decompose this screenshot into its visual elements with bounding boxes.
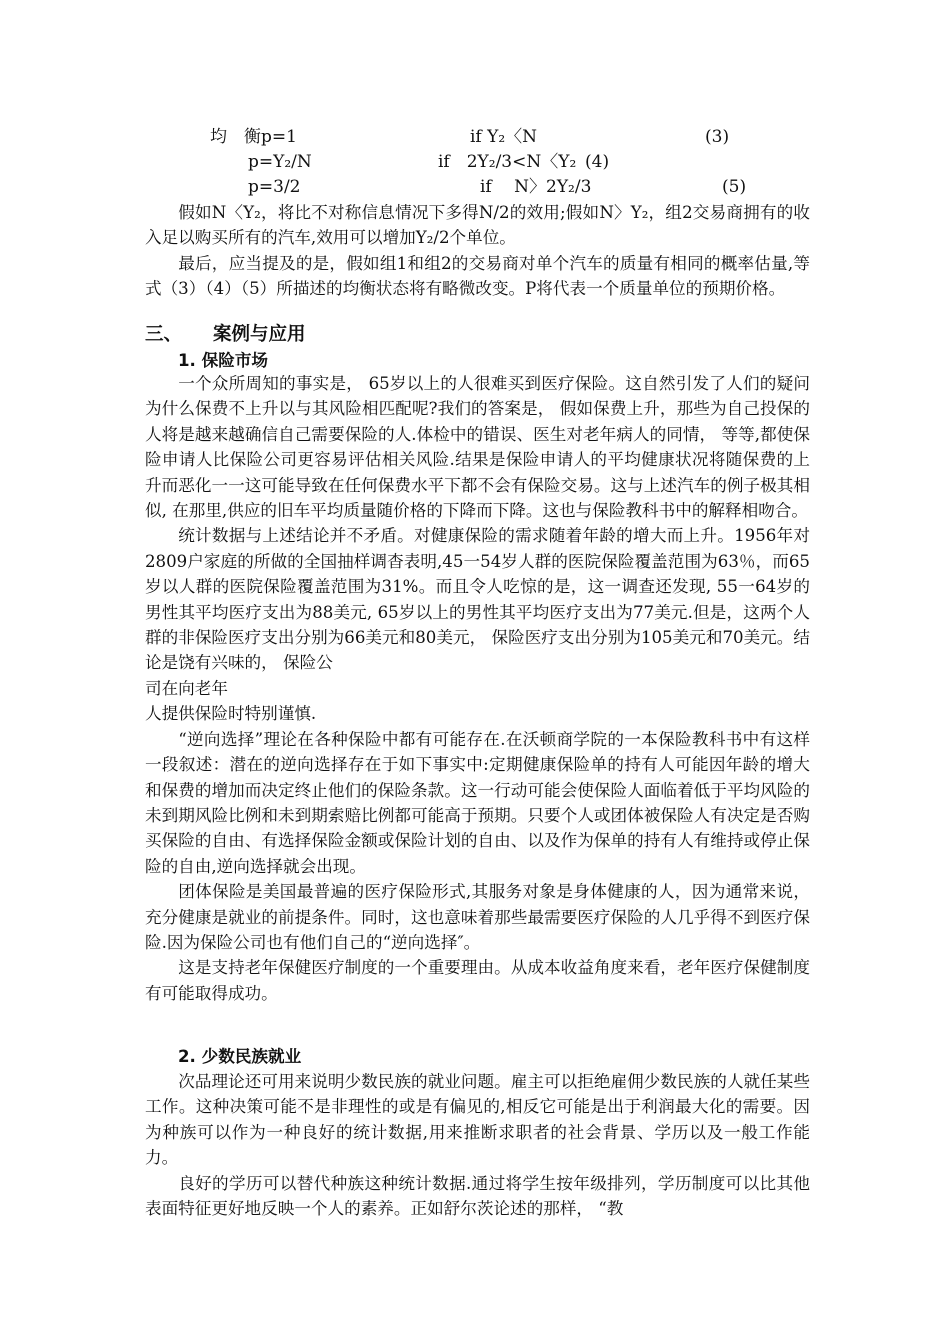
section-heading	[145, 323, 306, 347]
section-number: 三、	[145, 324, 183, 345]
paragraph-fragment: 人提供保险时特别谨慎.	[145, 704, 317, 724]
paragraph: 最后，应当提及的是，假如组1和组2的交易商对单个汽车的质量有相同的概率估量,等式（3）（4）（5）所描述的均衡状态将有略微改变。P将代表一个质量单位的预期价格。	[145, 253, 810, 299]
text-block-utility	[145, 200, 810, 302]
paragraph: 团体保险是美国最普遍的医疗保险形式,其服务对象是身体健康的人，因为通常来说，充分健康是就业的前提条件。同时，这也意味着那些最需要医疗保险的人几乎得不到医疗保险.因为保险公司也有他们自己的“逆向选择″。	[145, 882, 810, 952]
text-block-insurance	[145, 371, 810, 1006]
paragraph: 这是支持老年保健医疗制度的一个重要理由。从成本收益角度来看，老年医疗保健制度有可能取得成功。	[145, 958, 810, 1003]
equation-3-condition: if Y₂〈N	[470, 127, 538, 147]
equation-4-lhs: p=Y₂/N	[248, 152, 312, 172]
equation-4-condition: if 2Y₂/3<N〈Y₂	[438, 152, 577, 172]
paragraph: 次品理论还可用来说明少数民族的就业问题。雇主可以拒绝雇佣少数民族的人就任某些工作。这种决策可能不是非理性的或是有偏见的,相反它可能是出于利润最大化的需要。因为种族可以作为一种良好的统计数据,用来推断求职者的社会背景、学历以及一般工作能力。	[145, 1072, 810, 1168]
equation-3-number: (3)	[705, 127, 730, 147]
text-block-minority	[145, 1069, 810, 1221]
paragraph-fragment: 司在向老年	[145, 678, 228, 698]
equation-4-number: (4)	[585, 152, 610, 172]
paragraph: “逆向选择”理论在各种保险中都有可能存在.在沃顿商学院的一本保险教科书中有这样一段叙述：潜在的逆向选择存在于如下事实中:定期健康保险单的持有人可能因年龄的增大和保费的增加而决定终止他们的保险条款。这一行动可能会使保险人面临着低于平均风险的未到期风险比例和未到期索赔比例都可能高于预期。只要个人或团体被保险人有决定是否购买保险的自由、有选择保险金额或保险计划的自由、以及作为保单的持有人有维持或停止保险的自由,逆向选择就会出现。	[145, 729, 810, 876]
equation-5-condition: if N〉2Y₂/3	[480, 177, 592, 197]
paragraph: 良好的学历可以替代种族这种统计数据.通过将学生按年级排列，学历制度可以比其他表面特征更好地反映一个人的素养。正如舒尔茨论述的那样， “教	[145, 1173, 810, 1219]
equation-3-lhs: 均 衡p=1	[210, 127, 297, 147]
subsection-heading-insurance: 1. 保险市场	[178, 351, 269, 370]
equation-5-lhs: p=3/2	[248, 177, 301, 197]
section-title: 案例与应用	[213, 324, 306, 345]
subsection-heading-minority: 2. 少数民族就业	[178, 1047, 302, 1066]
paragraph: 一个众所周知的事实是， 65岁以上的人很难买到医疗保险。这自然引发了人们的疑问为什么保费不上升以与其风险相匹配呢?我们的答案是， 假如保费上升，那些为自己投保的人将是越来越确信自己需要保险的人.体检中的错误、医生对老年病人的同情， 等等,都使保险申请人比保险公司更容易评估相关风险.结果是保险申请人的平均健康状况将随保费的上升而恶化一一这可能导致在任何保费水平下都不会有保险交易。这与上述汽车的例子极其相似, 在那里,供应的旧车平均质量随价格的下降而下降。这也与保险教科书中的解释相吻合。	[145, 374, 810, 521]
equation-5-number: (5)	[722, 177, 747, 197]
paragraph: 统计数据与上述结论并不矛盾。对健康保险的需求随着年龄的增大而上升。1956年对2809户家庭的所做的全国抽样调杳表明,45一54岁人群的医院保险覆盖范围为63％，而65岁以人群的医院保险覆盖范围为31%。而且令人吃惊的是，这一调查还发现, 55一64岁的男性其平均医疗支出为88美元, 65岁以上的男性其平均医疗支出为77美元.但是，这两个人群的非保险医疗支出分别为66美元和80美元， 保险医疗支出分别为105美元和70美元。结论是饶有兴味的， 保险公	[145, 526, 810, 673]
paragraph: 假如N〈Y₂，将比不对称信息情况下多得N/2的效用;假如N〉Y₂，组2交易商拥有的收入足以购买所有的汽车,效用可以增加Y₂/2个单位。	[145, 203, 810, 248]
